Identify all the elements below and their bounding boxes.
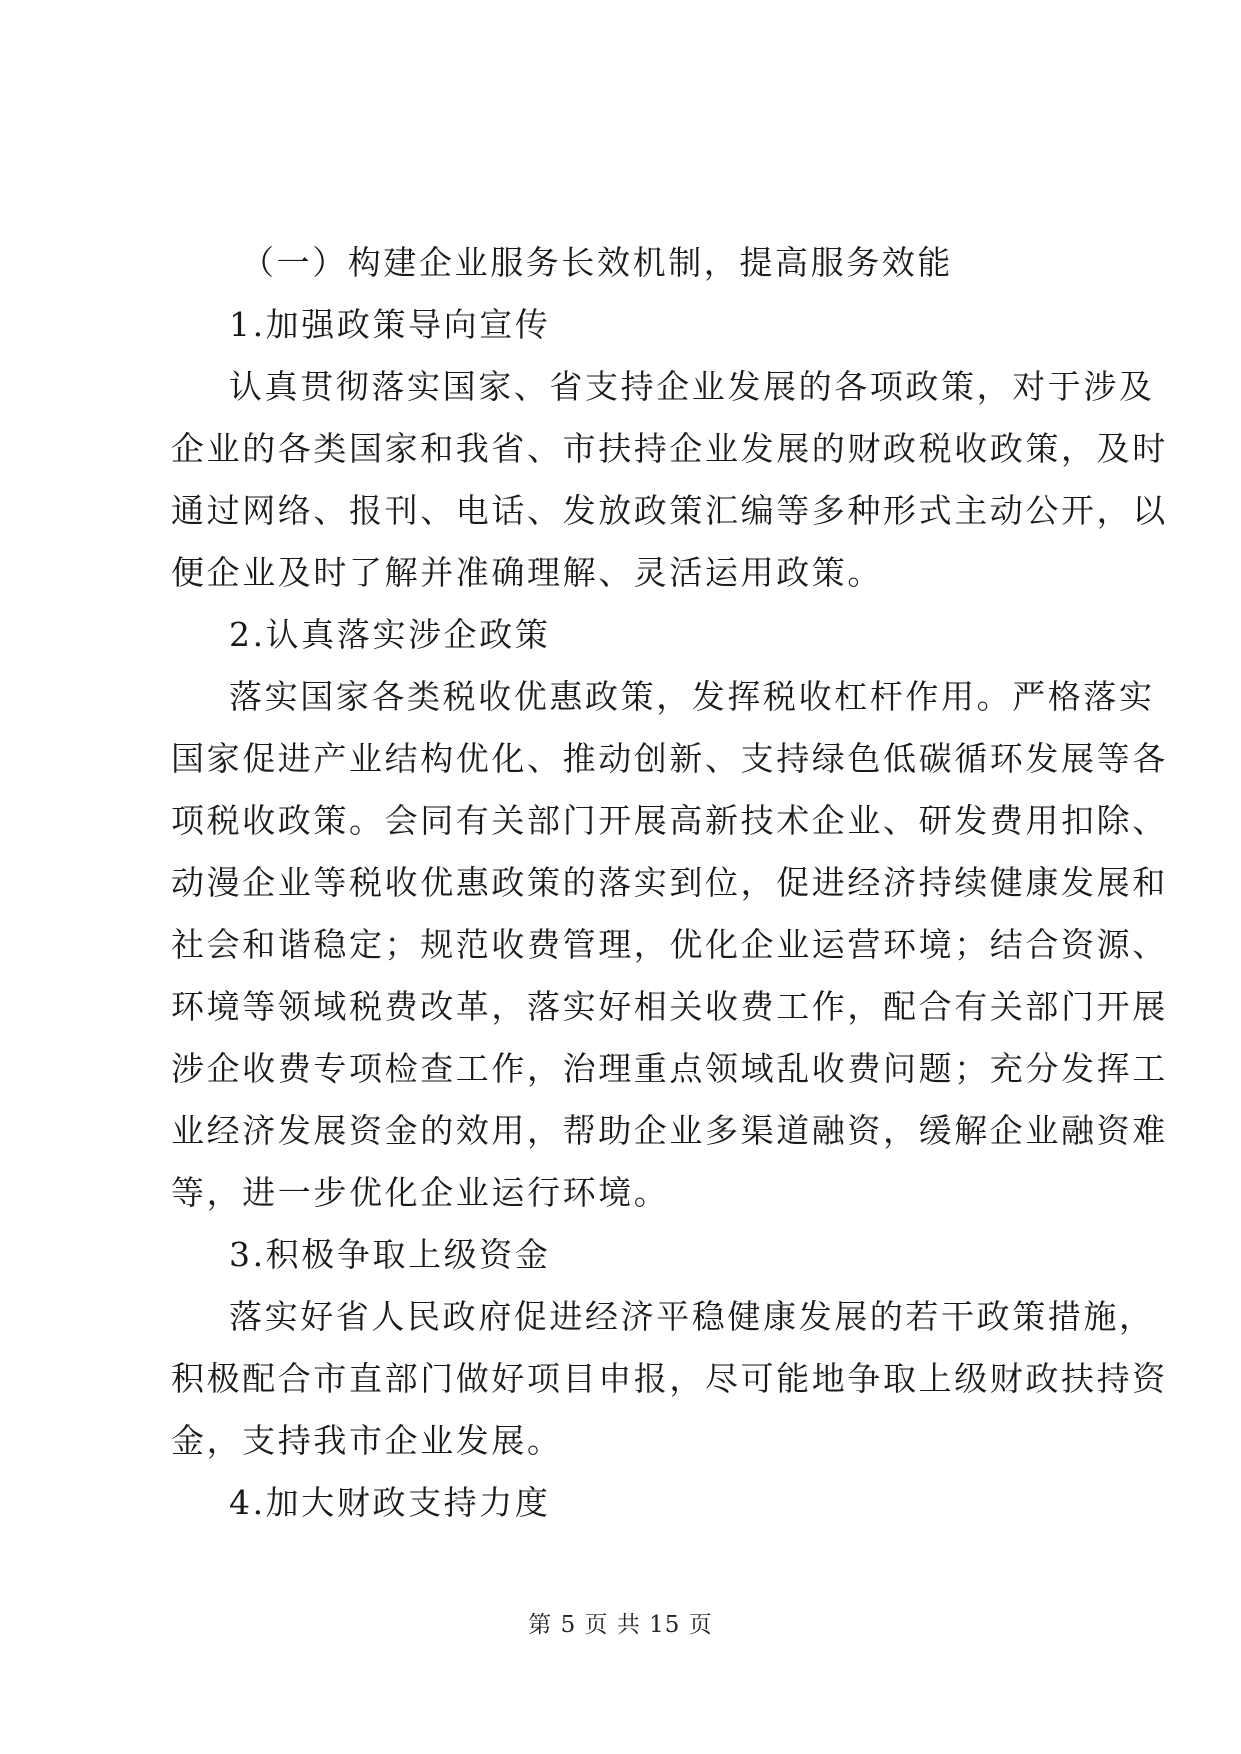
- paragraph-line: 国家促进产业结构优化、推动创新、支持绿色低碳循环发展等各: [171, 739, 1168, 778]
- paragraph-line: 通过网络、报刊、电话、发放政策汇编等多种形式主动公开，以: [171, 491, 1168, 530]
- paragraph-line: 落实国家各类税收优惠政策，发挥税收杠杆作用。严格落实: [229, 677, 1155, 716]
- paragraph-line: 动漫企业等税收优惠政策的落实到位，促进经济持续健康发展和: [171, 863, 1168, 902]
- paragraph-line: 金，支持我市企业发展。: [171, 1421, 563, 1460]
- paragraph-line: 企业的各类国家和我省、市扶持企业发展的财政税收政策，及时: [171, 429, 1168, 468]
- item-title-2: 2.认真落实涉企政策: [229, 615, 551, 654]
- paragraph-line: 便企业及时了解并准确理解、灵活运用政策。: [171, 553, 883, 592]
- document-body: [171, 232, 1168, 1534]
- paragraph-line: 项税收政策。会同有关部门开展高新技术企业、研发费用扣除、: [171, 801, 1168, 840]
- paragraph-line: 环境等领域税费改革，落实好相关收费工作，配合有关部门开展: [171, 987, 1168, 1026]
- section-heading: （一）构建企业服务长效机制，提高服务效能: [241, 243, 953, 282]
- paragraph-line: 等，进一步优化企业运行环境。: [171, 1173, 670, 1212]
- page-footer: 第 5 页 共 15 页: [528, 1612, 713, 1638]
- paragraph-line: 业经济发展资金的效用，帮助企业多渠道融资，缓解企业融资难: [171, 1111, 1168, 1150]
- item-title-4: 4.加大财政支持力度: [229, 1483, 551, 1522]
- paragraph-line: 落实好省人民政府促进经济平稳健康发展的若干政策措施，: [229, 1297, 1155, 1336]
- item-title-3: 3.积极争取上级资金: [229, 1235, 551, 1274]
- paragraph-line: 涉企收费专项检查工作，治理重点领域乱收费问题；充分发挥工: [171, 1049, 1168, 1088]
- paragraph-line: 社会和谐稳定；规范收费管理，优化企业运营环境；结合资源、: [171, 925, 1168, 964]
- paragraph-line: 认真贯彻落实国家、省支持企业发展的各项政策，对于涉及: [229, 367, 1155, 406]
- item-title-1: 1.加强政策导向宣传: [229, 305, 551, 344]
- paragraph-line: 积极配合市直部门做好项目申报，尽可能地争取上级财政扶持资: [171, 1359, 1168, 1398]
